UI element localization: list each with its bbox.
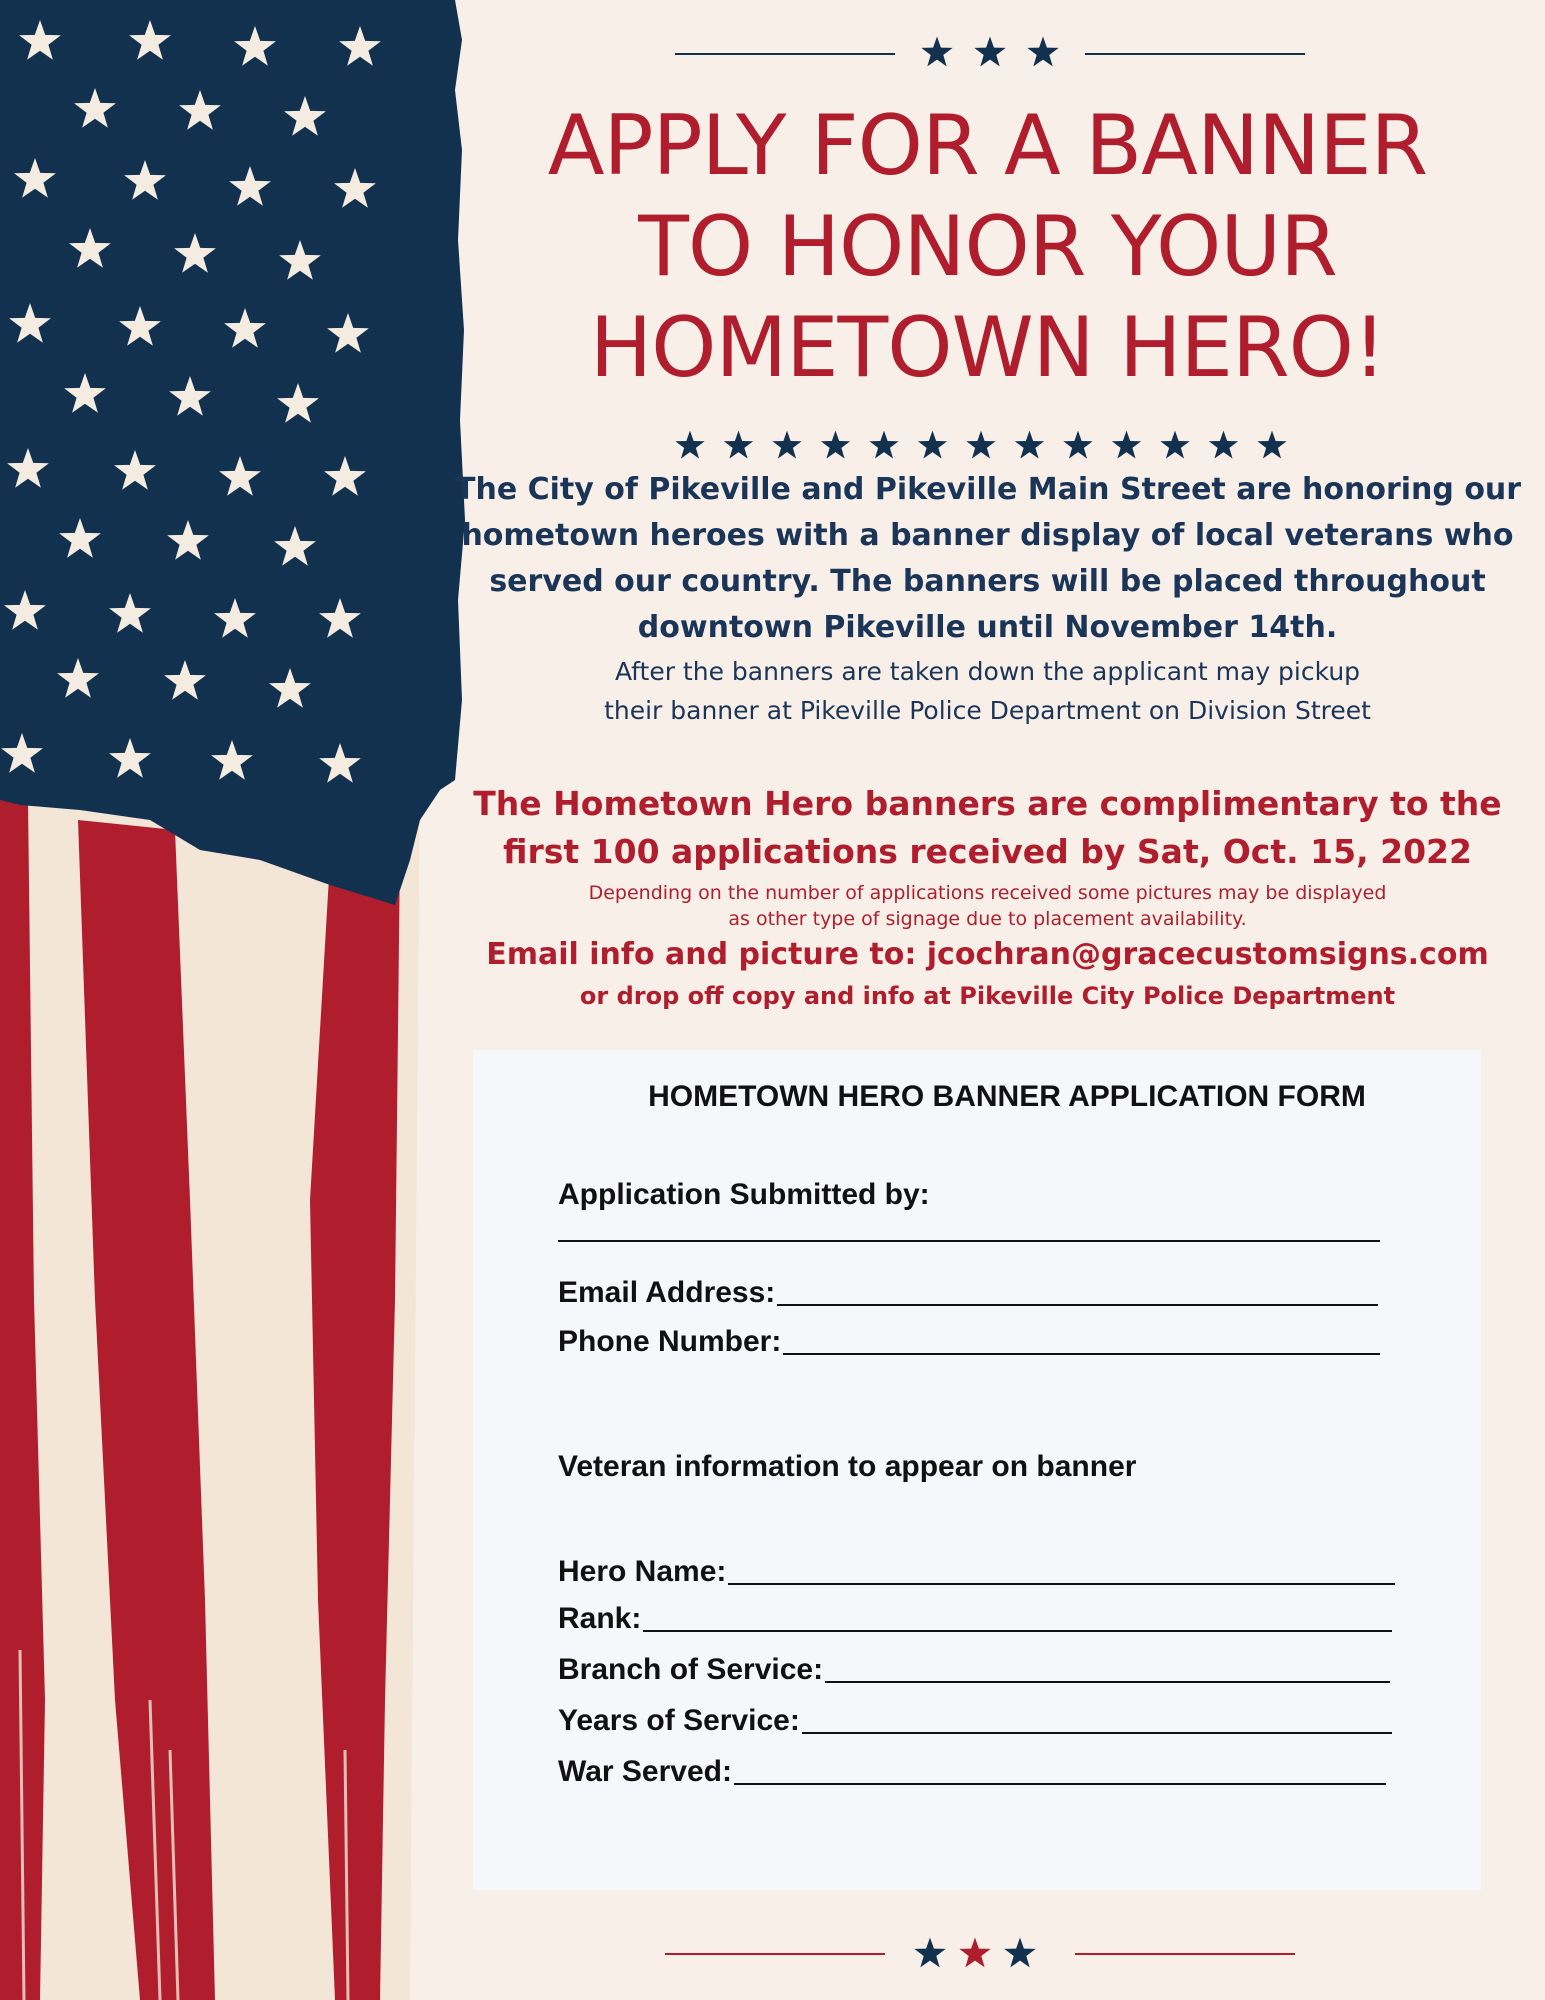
headline [455, 95, 1520, 398]
note-line-2: as other type of signage due to placement availability. [728, 908, 1247, 930]
war-label: War Served: [558, 1755, 732, 1788]
email-prefix: Email info and picture to: [486, 937, 927, 972]
bottom-star-divider [665, 1932, 1295, 1977]
rank-field[interactable] [558, 1602, 1392, 1636]
intro-line-3: served our country. The banners will be placed throughout [489, 564, 1486, 599]
email-field[interactable] [558, 1276, 1378, 1310]
promo-line-1: The Hometown Hero banners are complimentary to the [473, 784, 1502, 823]
placement-note [455, 880, 1520, 932]
drop-off-instructions: or drop off copy and info at Pikeville City Police Department [579, 982, 1396, 1010]
hero-name-line[interactable] [728, 1581, 1395, 1585]
promo-line-2: first 100 applications received by Sat, Oct. 15, 2022 [503, 832, 1472, 871]
pickup-info [455, 652, 1520, 730]
flag-graphic [0, 0, 470, 2000]
star-icon [1063, 431, 1092, 459]
headline-line-2: TO HONOR YOUR [638, 198, 1337, 295]
branch-line[interactable] [825, 1679, 1390, 1683]
star-icon [1160, 431, 1189, 459]
phone-line[interactable] [783, 1351, 1380, 1355]
email-line[interactable] [777, 1302, 1378, 1306]
star-icon [869, 431, 898, 459]
intro-paragraph [455, 467, 1520, 651]
submitted-by-label: Application Submitted by: [558, 1178, 930, 1211]
phone-label: Phone Number: [558, 1325, 782, 1358]
hero-name-field[interactable] [558, 1555, 1395, 1589]
top-star-divider [675, 30, 1305, 75]
submitted-by-label-row [558, 1178, 1378, 1212]
years-label: Years of Service: [558, 1704, 800, 1737]
form-title: HOMETOWN HERO BANNER APPLICATION FORM [648, 1080, 1366, 1113]
intro-line-2: hometown heroes with a banner display of local veterans who [461, 518, 1514, 553]
headline-line-3: HOMETOWN HERO! [589, 299, 1386, 396]
pickup-line-1: After the banners are taken down the applicant may pickup [614, 657, 1361, 686]
branch-field[interactable] [558, 1653, 1390, 1687]
intro-line-1: The City of Pikeville and Pikeville Main Street are honoring our [455, 472, 1522, 507]
star-icon [1015, 431, 1044, 459]
note-line-1: Depending on the number of applications received some pictures may be displayed [588, 882, 1387, 904]
star-icon [821, 431, 850, 459]
phone-field[interactable] [558, 1325, 1380, 1359]
application-form [473, 1050, 1481, 1890]
war-field[interactable] [558, 1755, 1386, 1789]
submitted-by-line[interactable] [558, 1238, 1380, 1242]
complimentary-notice [455, 780, 1520, 876]
veteran-section-label: Veteran information to appear on banner [558, 1450, 1137, 1483]
email-instructions [455, 933, 1520, 977]
years-line[interactable] [802, 1730, 1392, 1734]
submitted-by-field[interactable] [558, 1238, 1380, 1246]
star-icon [675, 431, 704, 459]
email-link[interactable]: jcochran@gracecustomsigns.com [926, 937, 1489, 972]
war-line[interactable] [734, 1781, 1386, 1785]
email-label: Email Address: [558, 1276, 776, 1309]
star-icon [1112, 431, 1141, 459]
star-icon [772, 431, 801, 459]
star-icon [1209, 431, 1238, 459]
star-icon [1257, 431, 1286, 459]
branch-label: Branch of Service: [558, 1653, 824, 1686]
intro-line-4: downtown Pikeville until November 14th. [637, 610, 1338, 645]
star-row-divider [665, 426, 1315, 466]
years-field[interactable] [558, 1704, 1392, 1738]
star-icon [724, 431, 753, 459]
rank-line[interactable] [643, 1628, 1392, 1632]
star-icon [966, 431, 995, 459]
star-icon [918, 431, 947, 459]
hero-name-label: Hero Name: [558, 1555, 727, 1588]
rank-label: Rank: [558, 1602, 642, 1635]
pickup-line-2: their banner at Pikeville Police Department on Division Street [604, 696, 1371, 725]
headline-line-1: APPLY FOR A BANNER [547, 97, 1428, 194]
